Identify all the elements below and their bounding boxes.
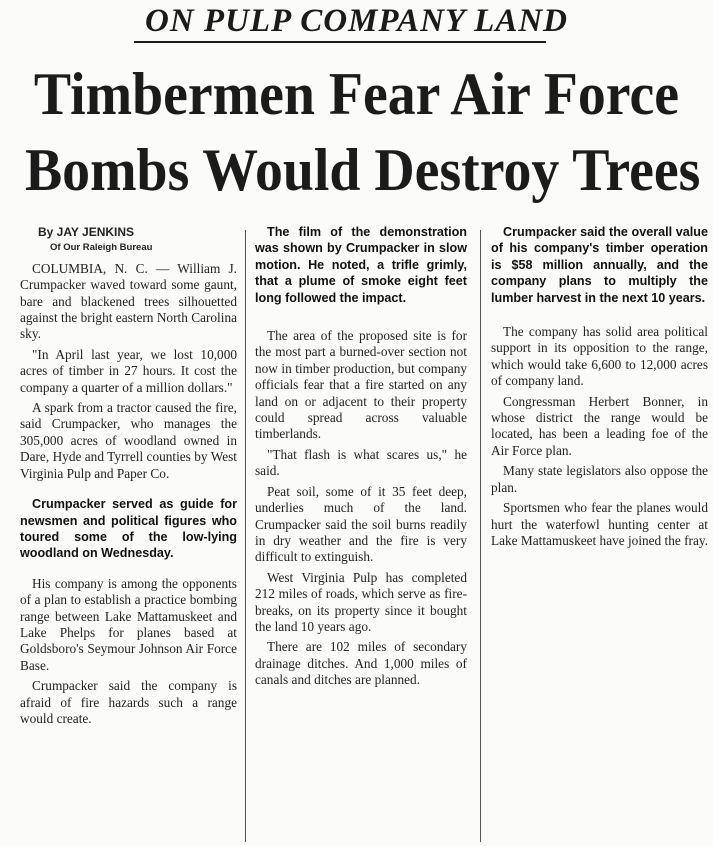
article-column-3 bbox=[491, 224, 708, 553]
paragraph: West Virginia Pulp has completed 212 miles of roads, which serve as fire-breaks, on its property since it bought the land 10 years ago. bbox=[255, 569, 467, 634]
paragraph: Congressman Herbert Bonner, in whose district the range would be located, has been a leading foe of the Air Force plan. bbox=[491, 393, 708, 458]
paragraph: Many state legislators also oppose the plan. bbox=[491, 463, 708, 495]
paragraph: There are 102 miles of secondary drainage ditches. And 1,000 miles of canals and ditches are planned. bbox=[255, 639, 467, 688]
paragraph: "That flash is what scares us," he said. bbox=[255, 446, 467, 479]
main-headline bbox=[24, 56, 701, 208]
kicker-underline bbox=[134, 41, 546, 43]
bold-paragraph: The film of the demonstration was shown by Crumpacker in slow motion. He noted, a trifle grimly, that a plume of smoke eight feet long followed the impact. bbox=[255, 225, 467, 305]
paragraph: Sportsmen who fear the planes would hurt the waterfowl hunting center at Lake Mattamuskeet have joined the fray. bbox=[491, 500, 708, 548]
kicker-headline: ON PULP COMPANY LAND bbox=[145, 3, 568, 39]
column-divider bbox=[480, 230, 481, 842]
paragraph: His company is among the opponents of a plan to establish a practice bombing range between Lake Mattamuskeet and Lake Phelps for planes based at Goldsboro's Seymour Johnson Air Force Base. bbox=[20, 575, 237, 673]
paragraph: "In April last year, we lost 10,000 acres of timber in 27 hours. It cost the company a quarter of a million dollars." bbox=[20, 346, 237, 395]
byline: By JAY JENKINS bbox=[38, 225, 135, 239]
article-column-2 bbox=[255, 224, 467, 693]
paragraph: The area of the proposed site is for the most part a burned-over section not now in timber production, but company officials fear that a fire started on any land on or adjacent to their property could spread across valuable timberlands. bbox=[255, 328, 467, 442]
bold-paragraph: Crumpacker served as guide for newsmen and political figures who toured some of the low-lying woodland on Wednesday. bbox=[20, 497, 237, 561]
bold-paragraph: Crumpacker said the overall value of his company's timber operation is $58 million annually, and the company plans to multiply the lumber harvest in the next 10 years. bbox=[491, 225, 708, 305]
bureau-line: Of Our Raleigh Bureau bbox=[50, 242, 153, 254]
headline-line-2: Bombs Would Destroy Trees bbox=[24, 137, 701, 203]
paragraph: Crumpacker said the company is afraid of fire hazards such a range would create. bbox=[20, 678, 237, 726]
paragraph: Peat soil, some of it 35 feet deep, underlies much of the land. Crumpacker said the soil burns readily in dry weather and the fire is very difficult to extinguish. bbox=[255, 483, 467, 565]
paragraph: A spark from a tractor caused the fire, said Crumpacker, who manages the 305,000 acres of woodland owned in Dare, Hyde and Tyrrell counties by West Virginia Pulp and Paper Co. bbox=[20, 400, 237, 481]
paragraph: COLUMBIA, N. C. — William J. Crumpacker waved toward some gaunt, bare and blackened trees silhouetted against the bright eastern North Carolina sky. bbox=[20, 260, 237, 342]
article-column-1 bbox=[20, 224, 237, 731]
paragraph: The company has solid area political support in its opposition to the range, which would take 6,600 to 12,000 acres of company land. bbox=[491, 324, 708, 389]
column-divider bbox=[245, 230, 246, 842]
headline-line-1: Timbermen Fear Air Force bbox=[33, 61, 680, 127]
